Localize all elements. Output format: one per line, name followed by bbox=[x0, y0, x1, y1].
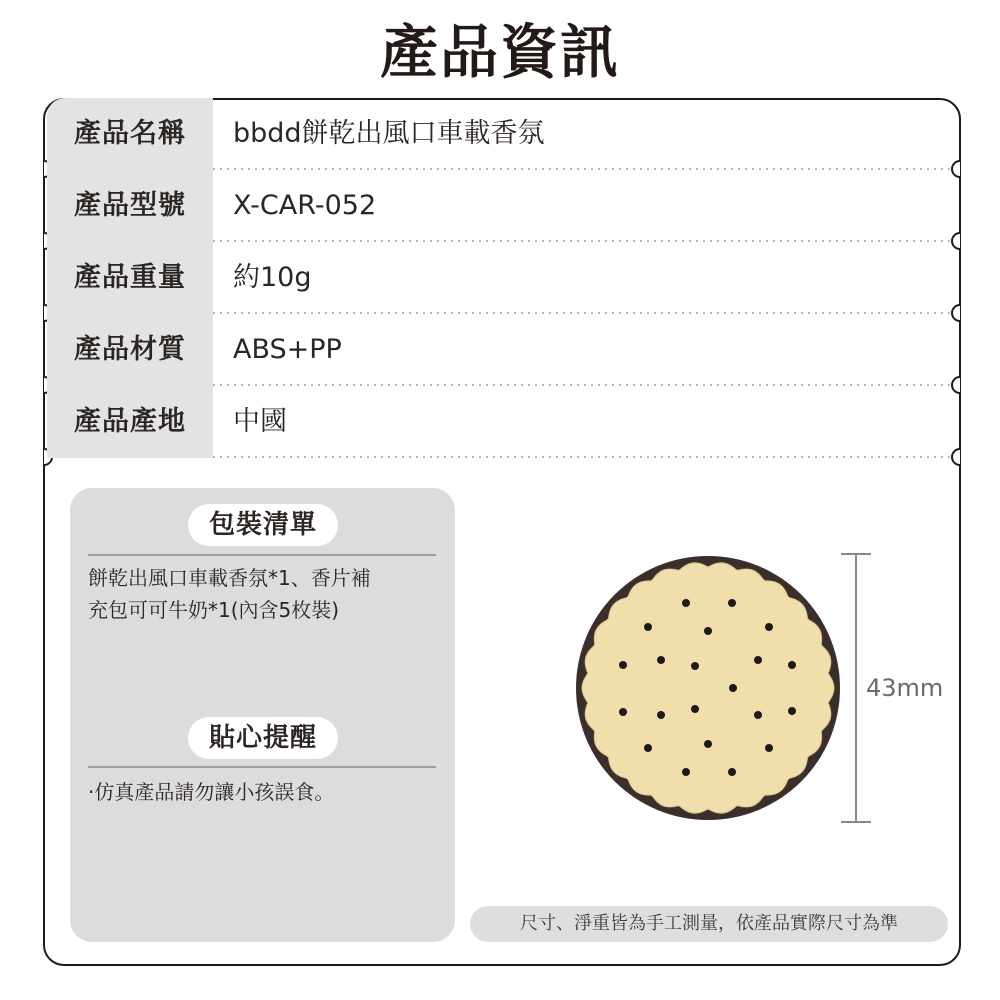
biscuit-diffuser-image bbox=[560, 540, 860, 840]
reminder-divider bbox=[88, 766, 436, 768]
reminder-text: ·仿真產品請勿讓小孩誤食。 bbox=[88, 780, 335, 804]
package-list bbox=[88, 562, 440, 626]
reminder-heading: 貼心提醒 bbox=[188, 717, 338, 759]
spec-value: 中國 bbox=[233, 406, 287, 437]
spec-label: 產品產地 bbox=[47, 386, 213, 458]
spec-value: ABS+PP bbox=[233, 334, 342, 365]
biscuit-face bbox=[582, 563, 834, 813]
spec-label: 產品材質 bbox=[47, 314, 213, 386]
spec-label: 產品名稱 bbox=[47, 98, 213, 170]
spec-row-model bbox=[47, 170, 957, 242]
spec-row-material bbox=[47, 314, 957, 386]
spec-label: 產品重量 bbox=[47, 242, 213, 314]
dimension-label: 43mm bbox=[866, 674, 944, 702]
spec-value: 約10g bbox=[233, 262, 312, 293]
spec-row-name bbox=[47, 98, 957, 170]
package-divider bbox=[88, 554, 436, 556]
spec-value: bbdd餅乾出風口車載香氛 bbox=[233, 118, 545, 149]
package-line: 餅乾出風口車載香氛*1、香片補 bbox=[88, 566, 371, 590]
measurement-note: 尺寸、淨重皆為手工測量，依產品實際尺寸為準 bbox=[470, 906, 948, 942]
spec-row-origin bbox=[47, 386, 957, 458]
spec-label: 產品型號 bbox=[47, 170, 213, 242]
info-panel bbox=[70, 488, 455, 942]
page-title: 產品資訊 bbox=[379, 18, 620, 86]
package-heading: 包裝清單 bbox=[188, 504, 338, 546]
spec-row-weight bbox=[47, 242, 957, 314]
spec-value: X-CAR-052 bbox=[233, 190, 377, 221]
package-line: 充包可可牛奶*1(內含5枚裝) bbox=[88, 598, 340, 622]
